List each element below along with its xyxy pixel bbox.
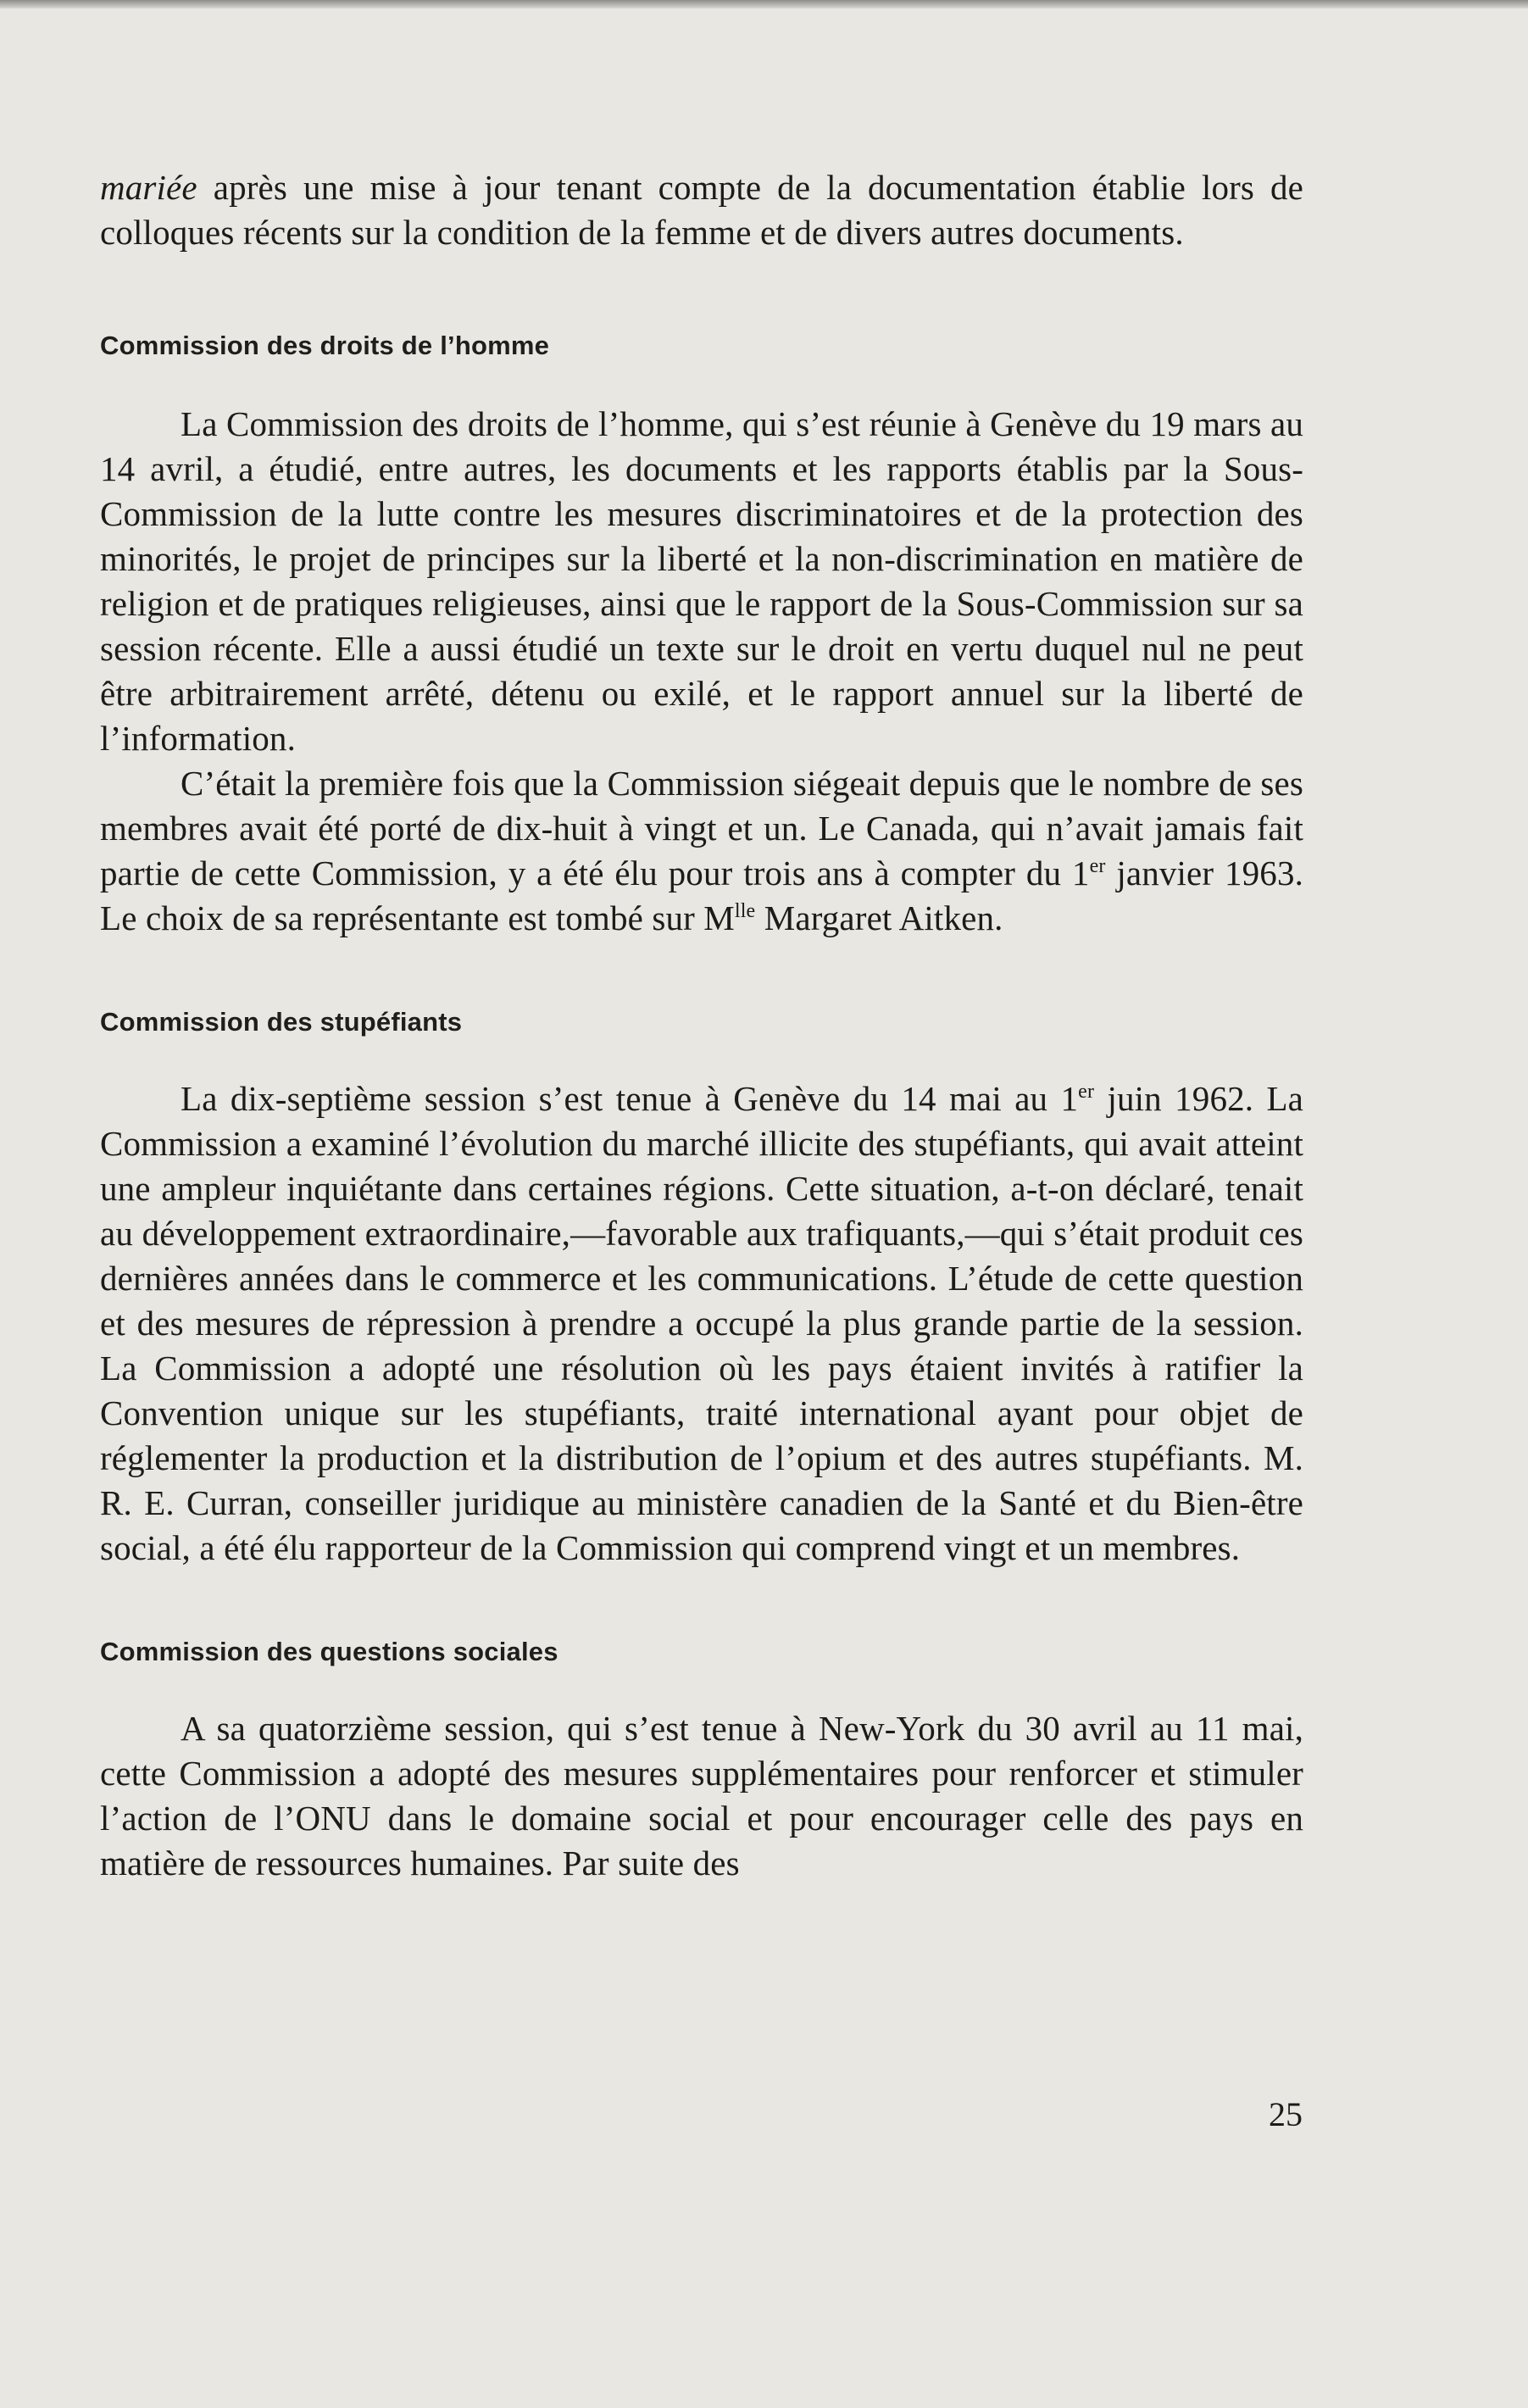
superscript-er: er bbox=[1078, 1081, 1095, 1103]
intro-lead-italic: mariée bbox=[100, 168, 197, 207]
intro-text: après une mise à jour tenant compte de la documentation établie lors de colloques récents sur la condition de la femme et de divers autres documents. bbox=[100, 168, 1303, 252]
human-rights-paragraph-2 bbox=[100, 761, 1303, 941]
human-rights-p2-part-c: Margaret Aitken. bbox=[755, 898, 1003, 937]
heading-human-rights: Commission des droits de l’homme bbox=[100, 331, 550, 360]
page-body bbox=[100, 165, 1303, 1886]
heading-narcotics: Commission des stupéfiants bbox=[100, 1007, 463, 1037]
narcotics-p1-part-b: juin 1962. La Commission a examiné l’évolution du marché illicite des stupéfiants, qui avait atteint une ampleur inquiétante dans certaines régions. Cette situation, a-t-on déclaré, tenait au développement extraordinaire,—favorable aux trafiquants,—qui s’était produit ces dernières années dans le commerce et les communications. L’étude de cette question et des mesures de répression à prendre a occupé la plus grande partie de la session. La Commission a adopté une résolution où les pays étaient invités à ratifier la Convention unique sur les stupéfiants, traité international ayant pour objet de réglementer la production et la distribution de l’opium et des autres stupéfiants. M. R. E. Curran, conseiller juridique au ministère canadien de la Santé et du Bien-être social, a été élu rapporteur de la Commission qui comprend vingt et un membres. bbox=[100, 1079, 1303, 1567]
superscript-er: er bbox=[1089, 855, 1106, 877]
intro-paragraph bbox=[100, 165, 1303, 255]
heading-social: Commission des questions sociales bbox=[100, 1637, 558, 1666]
narcotics-paragraph-1 bbox=[100, 1076, 1303, 1571]
page-number: 25 bbox=[1269, 2095, 1303, 2133]
human-rights-p2-part-b: janvier 1963. Le choix de sa représentante est tombé sur M bbox=[100, 854, 1303, 937]
human-rights-paragraph-1: La Commission des droits de l’homme, qui s’est réunie à Genève du 19 mars au 14 avril, a étudié, entre autres, les documents et les rapports établis par la Sous-Commission de la lutte contre les mesures discriminatoires et de la protection des minorités, le projet de principes sur la liberté et la non-discrimination en matière de religion et de pratiques religieuses, ainsi que le rapport de la Sous-Commission sur sa session récente. Elle a aussi étudié un texte sur le droit en vertu duquel nul ne peut être arbitrairement arrêté, détenu ou exilé, et le rapport annuel sur la liberté de l’information. bbox=[100, 404, 1303, 758]
social-paragraph-1: A sa quatorzième session, qui s’est tenue à New-York du 30 avril au 11 mai, cette Commission a adopté des mesures supplémentaires pour renforcer et stimuler l’action de l’ONU dans le domaine social et pour encourager celle des pays en matière de ressources humaines. Par suite des bbox=[100, 1709, 1303, 1882]
page-top-edge bbox=[0, 0, 1528, 8]
narcotics-p1-part-a: La dix-septième session s’est tenue à Genève du 14 mai au 1 bbox=[181, 1079, 1079, 1118]
superscript-lle: lle bbox=[734, 900, 756, 922]
human-rights-p2-part-a: C’était la première fois que la Commission siégeait depuis que le nombre de ses membres avait été porté de dix-huit à vingt et un. Le Canada, qui n’avait jamais fait partie de cette Commission, y a été élu pour trois ans à compter du 1 bbox=[100, 764, 1303, 893]
